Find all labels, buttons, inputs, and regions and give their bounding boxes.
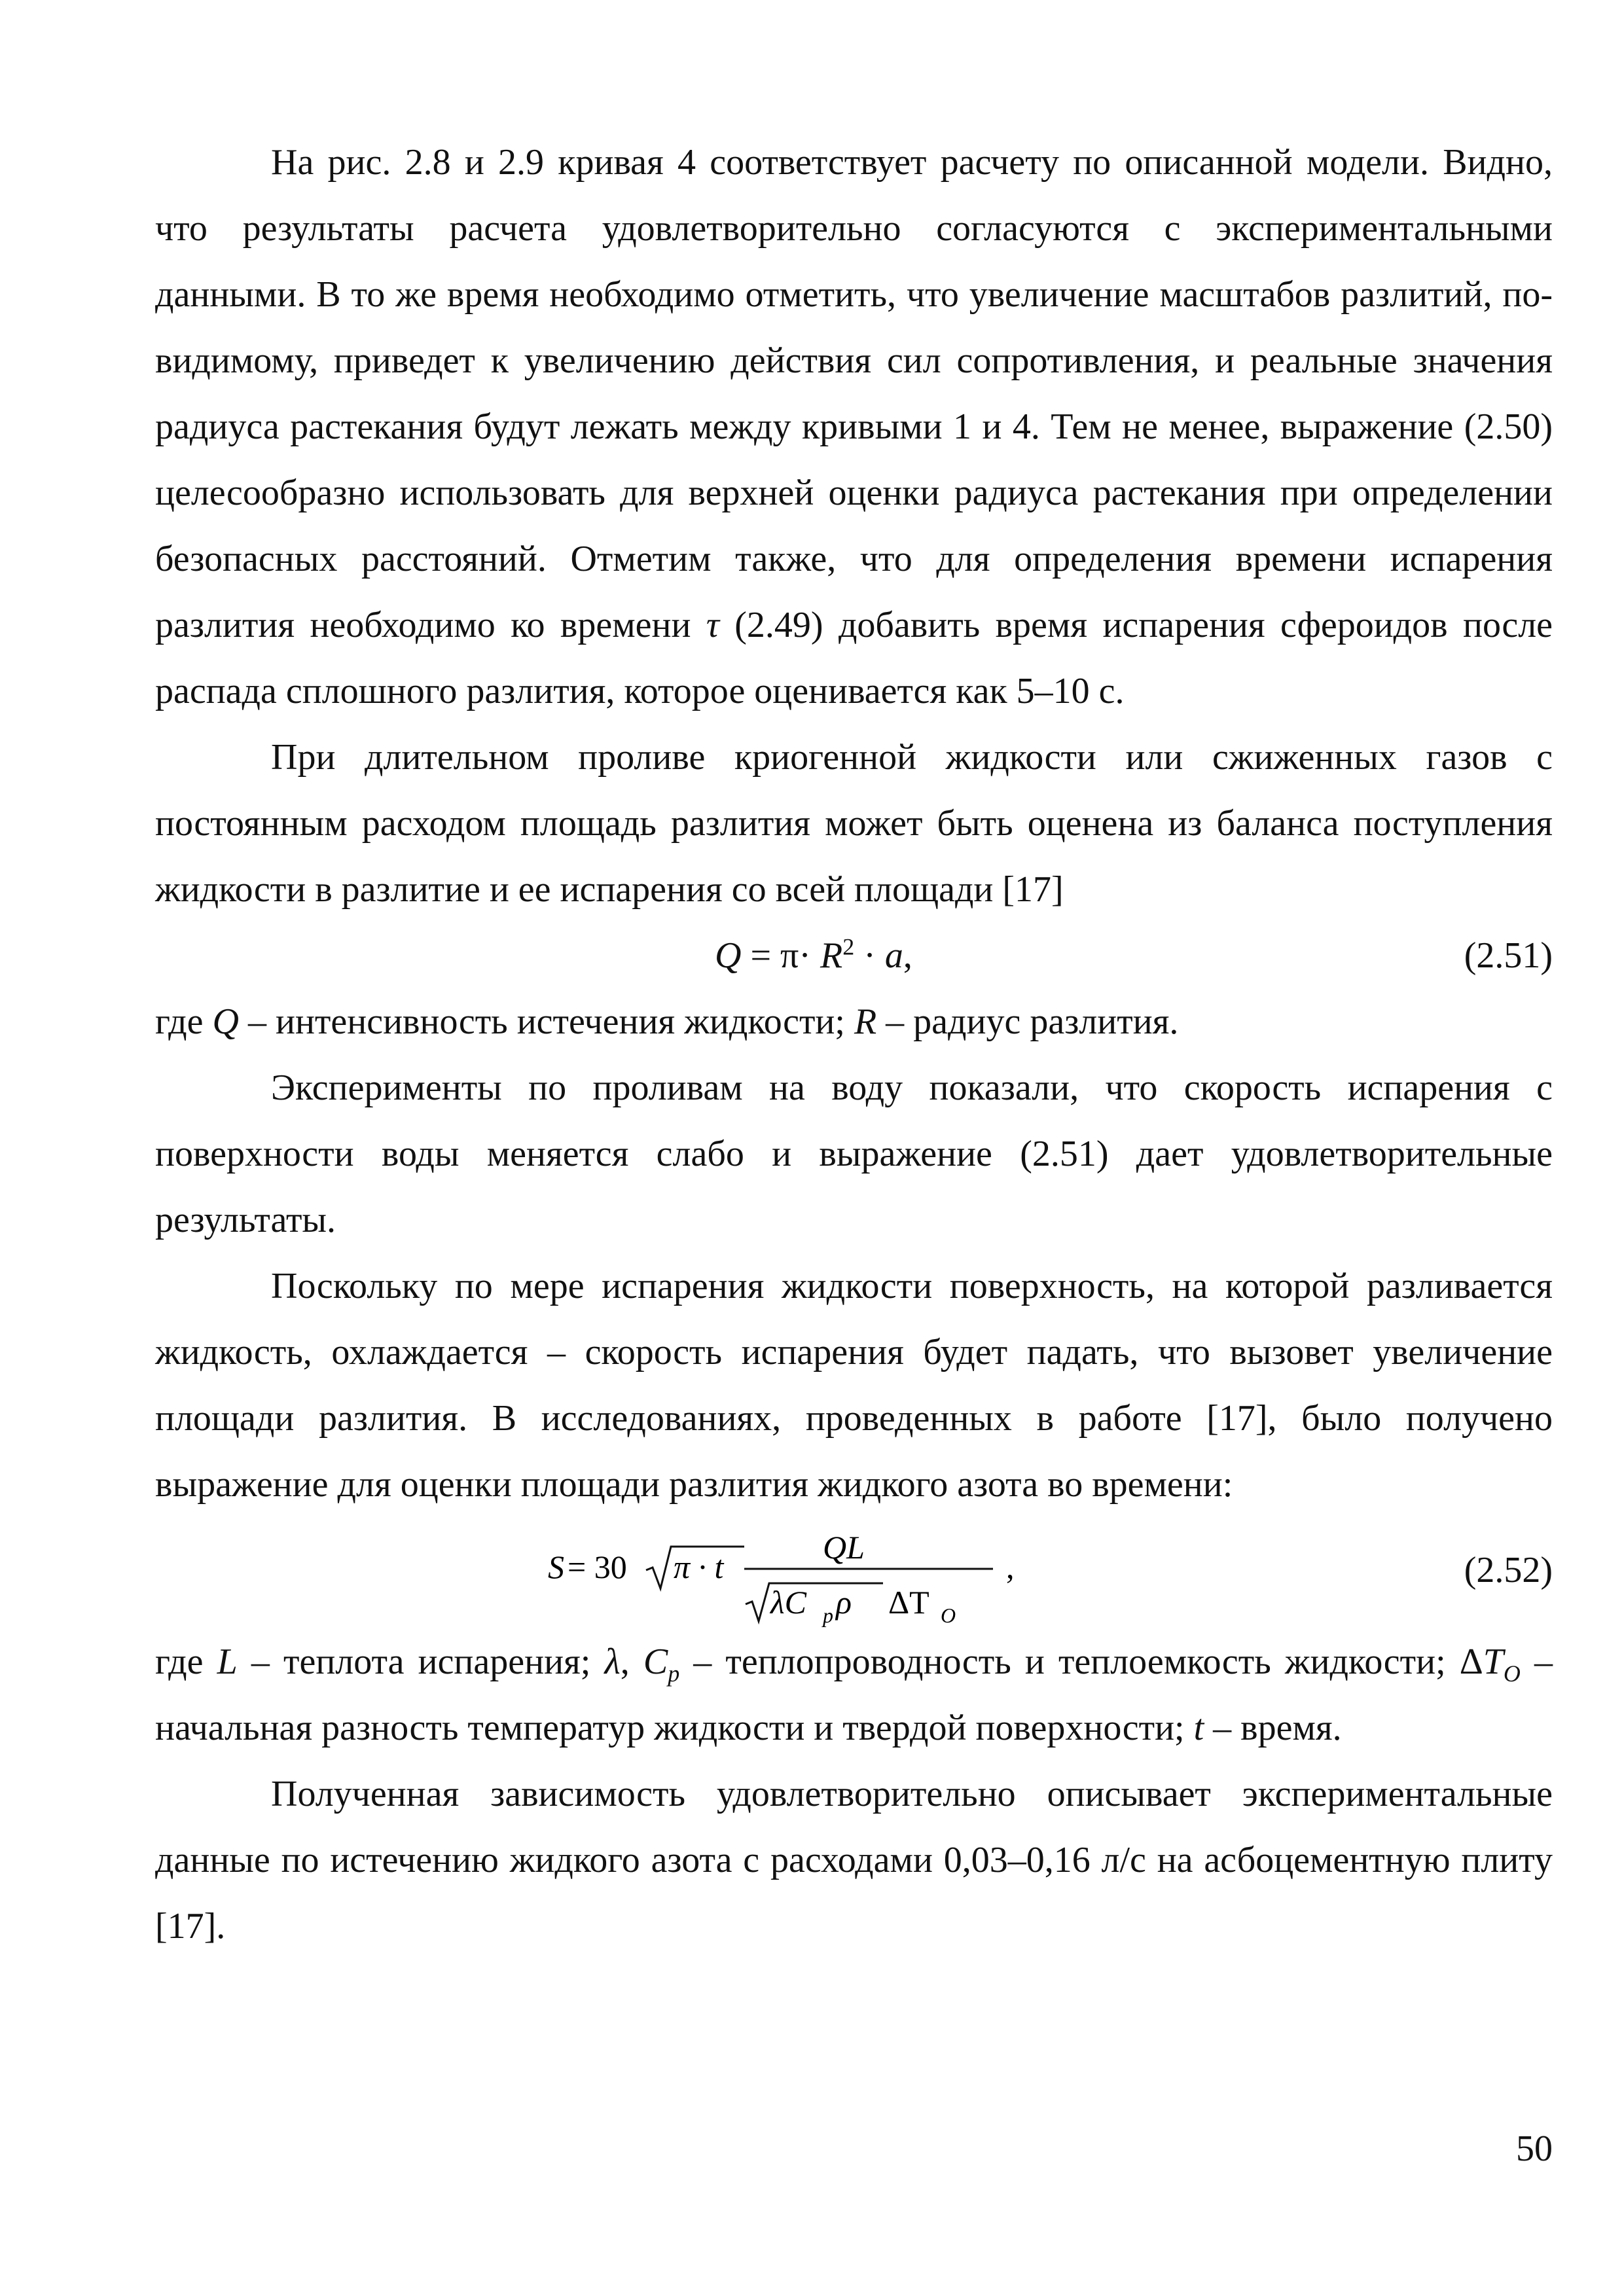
- eq-equals-pi: = π·: [741, 935, 820, 976]
- eq2-den-o: O: [941, 1604, 956, 1627]
- paragraph-2: При длительном проливе криогенной жидкости или сжиженных газов с постоянным расходом площадь разлития может быть оценена из баланса поступления жидкости в разлитие и ее испарения со всей площади [17]: [155, 737, 1553, 910]
- eq2-den-rho: ρ: [836, 1584, 852, 1621]
- body-text: [155, 130, 1553, 1960]
- equation-2-51-number: (2.51): [1464, 935, 1553, 976]
- paragraph-1-end: (2.49) добавить время испарения сфероидов после распада сплошного разлития, которое оценивается как 5–10 с.: [155, 605, 1553, 711]
- p6-cp: C: [643, 1641, 668, 1682]
- p3-a: где: [155, 1001, 213, 1042]
- eq2-sqrt-sign-denominator: [746, 1583, 883, 1621]
- p3-b: – интенсивность истечения жидкости;: [238, 1001, 854, 1042]
- p6-d: – теплопроводность и теплоемкость жидкости; Δ: [679, 1641, 1483, 1682]
- eq2-s: S: [548, 1549, 564, 1585]
- equation-2-52: [155, 1518, 1553, 1629]
- p6-time: t: [1193, 1708, 1204, 1748]
- eq-sup-2: 2: [842, 933, 855, 960]
- eq2-den-p: p: [823, 1604, 833, 1627]
- eq-a: a: [884, 935, 903, 976]
- p6-a: где: [155, 1641, 217, 1682]
- p6-t: T: [1483, 1641, 1504, 1682]
- eq-r: R: [820, 935, 843, 976]
- p6-f: – время.: [1204, 1708, 1342, 1748]
- eq-dot: ·: [854, 935, 885, 976]
- eq-comma: ,: [903, 935, 912, 976]
- equation-2-52-number: (2.52): [1464, 1550, 1553, 1590]
- p3-q: Q: [212, 1001, 239, 1042]
- equation-2-52-formula: [548, 1531, 1045, 1629]
- page-number: 50: [1516, 2128, 1553, 2169]
- p6-l: L: [217, 1641, 238, 1682]
- eq2-numerator: QL: [823, 1531, 865, 1566]
- eq2-den-delta-t: ΔT: [888, 1584, 929, 1621]
- equation-2-51: [155, 923, 1553, 989]
- p3-r: R: [854, 1001, 877, 1042]
- equation-2-51-body: [715, 923, 912, 989]
- eq2-pi-t: π · t: [674, 1549, 724, 1585]
- eq2-comma: ,: [1006, 1549, 1015, 1585]
- eq-q: Q: [715, 935, 742, 976]
- p6-b: – теплота испарения;: [237, 1641, 605, 1682]
- paragraph-5: Поскольку по мере испарения жидкости поверхность, на которой разливается жидкость, охлаждается – скорость испарения будет падать, что вызовет увеличение площади разлития. В исследованиях, проведенных в работе [17], было получено выражение для оценки площади разлития жидкого азота во времени:: [155, 1266, 1553, 1505]
- tau-symbol: τ: [706, 605, 719, 645]
- p6-e: – начальная разность температур жидкости и твердой поверхности;: [155, 1641, 1553, 1748]
- eq2-den-lambda-c: λC: [770, 1584, 807, 1621]
- paragraph-1-text: На рис. 2.8 и 2.9 кривая 4 соответствует расчету по описанной модели. Видно, что результаты расчета удовлетворительно согласуются с экспериментальными данными. В то же время необходимо отметить, что увеличение масштабов разлитий, по-видимому, приведет к увеличению действия сил сопротивления, и реальные значения радиуса растекания будут лежать между кривыми 1 и 4. Тем не менее, выражение (2.50) целесообразно использовать для верхней оценки радиуса растекания при определении безопасных расстояний. Отметим также, что для определения времени испарения разлития необходимо ко времени: [155, 142, 1553, 645]
- paragraph-1: [155, 130, 1553, 725]
- paragraph-4: Эксперименты по проливам на воду показали, что скорость испарения с поверхности воды меняется слабо и выражение (2.51) дает удовлетворительные результаты.: [155, 1067, 1553, 1240]
- p6-lambda: λ: [604, 1641, 621, 1682]
- paragraph-7: Полученная зависимость удовлетворительно описывает экспериментальные данные по истечению жидкого азота с расходами 0,03–0,16 л/с на асбоцементную плиту [17].: [155, 1774, 1553, 1946]
- p3-c: – радиус разлития.: [876, 1001, 1179, 1042]
- paragraph-3: [155, 989, 1553, 1055]
- paragraph-6: [155, 1629, 1553, 1761]
- eq2-equals-30: = 30: [568, 1549, 627, 1585]
- p6-cp-sub: p: [668, 1660, 680, 1687]
- p6-c: ,: [620, 1641, 643, 1682]
- p6-t-sub: O: [1503, 1660, 1521, 1687]
